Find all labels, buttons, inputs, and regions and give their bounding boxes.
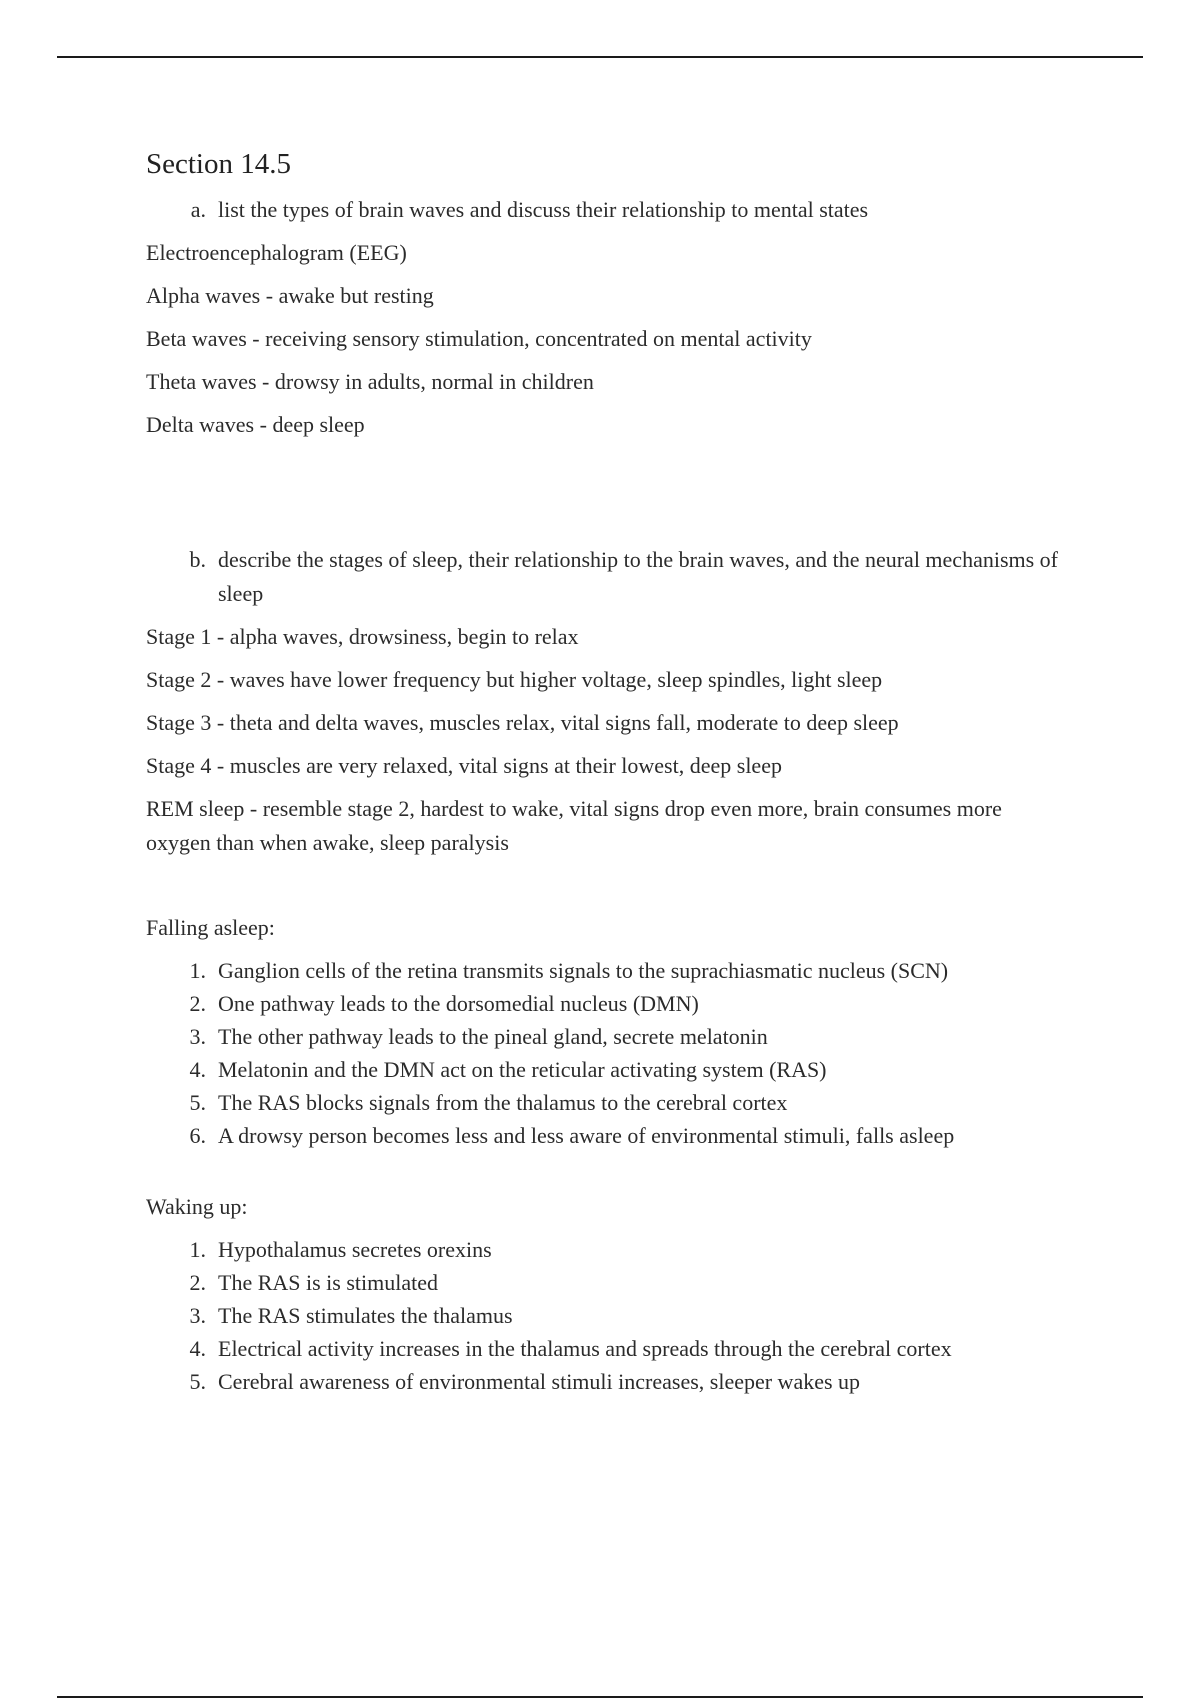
falling-asleep-list xyxy=(146,954,1066,1152)
part-b-prompt-text: describe the stages of sleep, their relationship to the brain waves, and the neural mechanisms of sleep xyxy=(218,547,1059,606)
list-item: 3. The other pathway leads to the pineal gland, secrete melatonin xyxy=(189,1024,768,1049)
waking-up-heading: Waking up: xyxy=(146,1194,248,1219)
part-a-prompt xyxy=(146,193,1066,227)
stage-2-line: Stage 2 - waves have lower frequency but higher voltage, sleep spindles, light sleep xyxy=(146,667,883,692)
section-title: Section 14.5 xyxy=(146,148,291,180)
part-a-marker: a. xyxy=(190,197,206,222)
list-item: 4. Melatonin and the DMN act on the reticular activating system (RAS) xyxy=(189,1057,827,1082)
list-item: 5. The RAS blocks signals from the thalamus to the cerebral cortex xyxy=(189,1090,788,1115)
list-item: 2. The RAS is is stimulated xyxy=(189,1270,438,1295)
falling-asleep-heading: Falling asleep: xyxy=(146,915,275,940)
part-b-prompt xyxy=(146,543,1066,611)
waking-up-list xyxy=(146,1233,1066,1398)
bottom-rule xyxy=(57,1696,1143,1698)
list-item: 5. Cerebral awareness of environmental stimuli increases, sleeper wakes up xyxy=(189,1369,861,1394)
part-b-marker: b. xyxy=(189,547,206,572)
delta-waves-line: Delta waves - deep sleep xyxy=(146,412,365,437)
list-item: 3. The RAS stimulates the thalamus xyxy=(189,1303,513,1328)
list-item: 1. Ganglion cells of the retina transmits signals to the suprachiasmatic nucleus (SCN) xyxy=(189,958,949,983)
document-body xyxy=(146,148,1066,1398)
rem-sleep-line: REM sleep - resemble stage 2, hardest to wake, vital signs drop even more, brain consumes more oxygen than when awake, sleep paralysis xyxy=(146,796,1002,855)
stage-4-line: Stage 4 - muscles are very relaxed, vital signs at their lowest, deep sleep xyxy=(146,753,782,778)
eeg-line: Electroencephalogram (EEG) xyxy=(146,240,407,265)
beta-waves-line: Beta waves - receiving sensory stimulation, concentrated on mental activity xyxy=(146,326,812,351)
top-rule xyxy=(57,56,1143,58)
stage-1-line: Stage 1 - alpha waves, drowsiness, begin to relax xyxy=(146,624,579,649)
alpha-waves-line: Alpha waves - awake but resting xyxy=(146,283,434,308)
list-item: 2. One pathway leads to the dorsomedial nucleus (DMN) xyxy=(189,991,699,1016)
list-item: 1. Hypothalamus secretes orexins xyxy=(189,1237,492,1262)
list-item: 4. Electrical activity increases in the thalamus and spreads through the cerebral cortex xyxy=(189,1336,952,1361)
part-a-prompt-text: list the types of brain waves and discuss their relationship to mental states xyxy=(218,197,869,222)
list-item: 6. A drowsy person becomes less and less aware of environmental stimuli, falls asleep xyxy=(189,1123,955,1148)
stage-3-line: Stage 3 - theta and delta waves, muscles relax, vital signs fall, moderate to deep sleep xyxy=(146,710,899,735)
theta-waves-line: Theta waves - drowsy in adults, normal in children xyxy=(146,369,594,394)
